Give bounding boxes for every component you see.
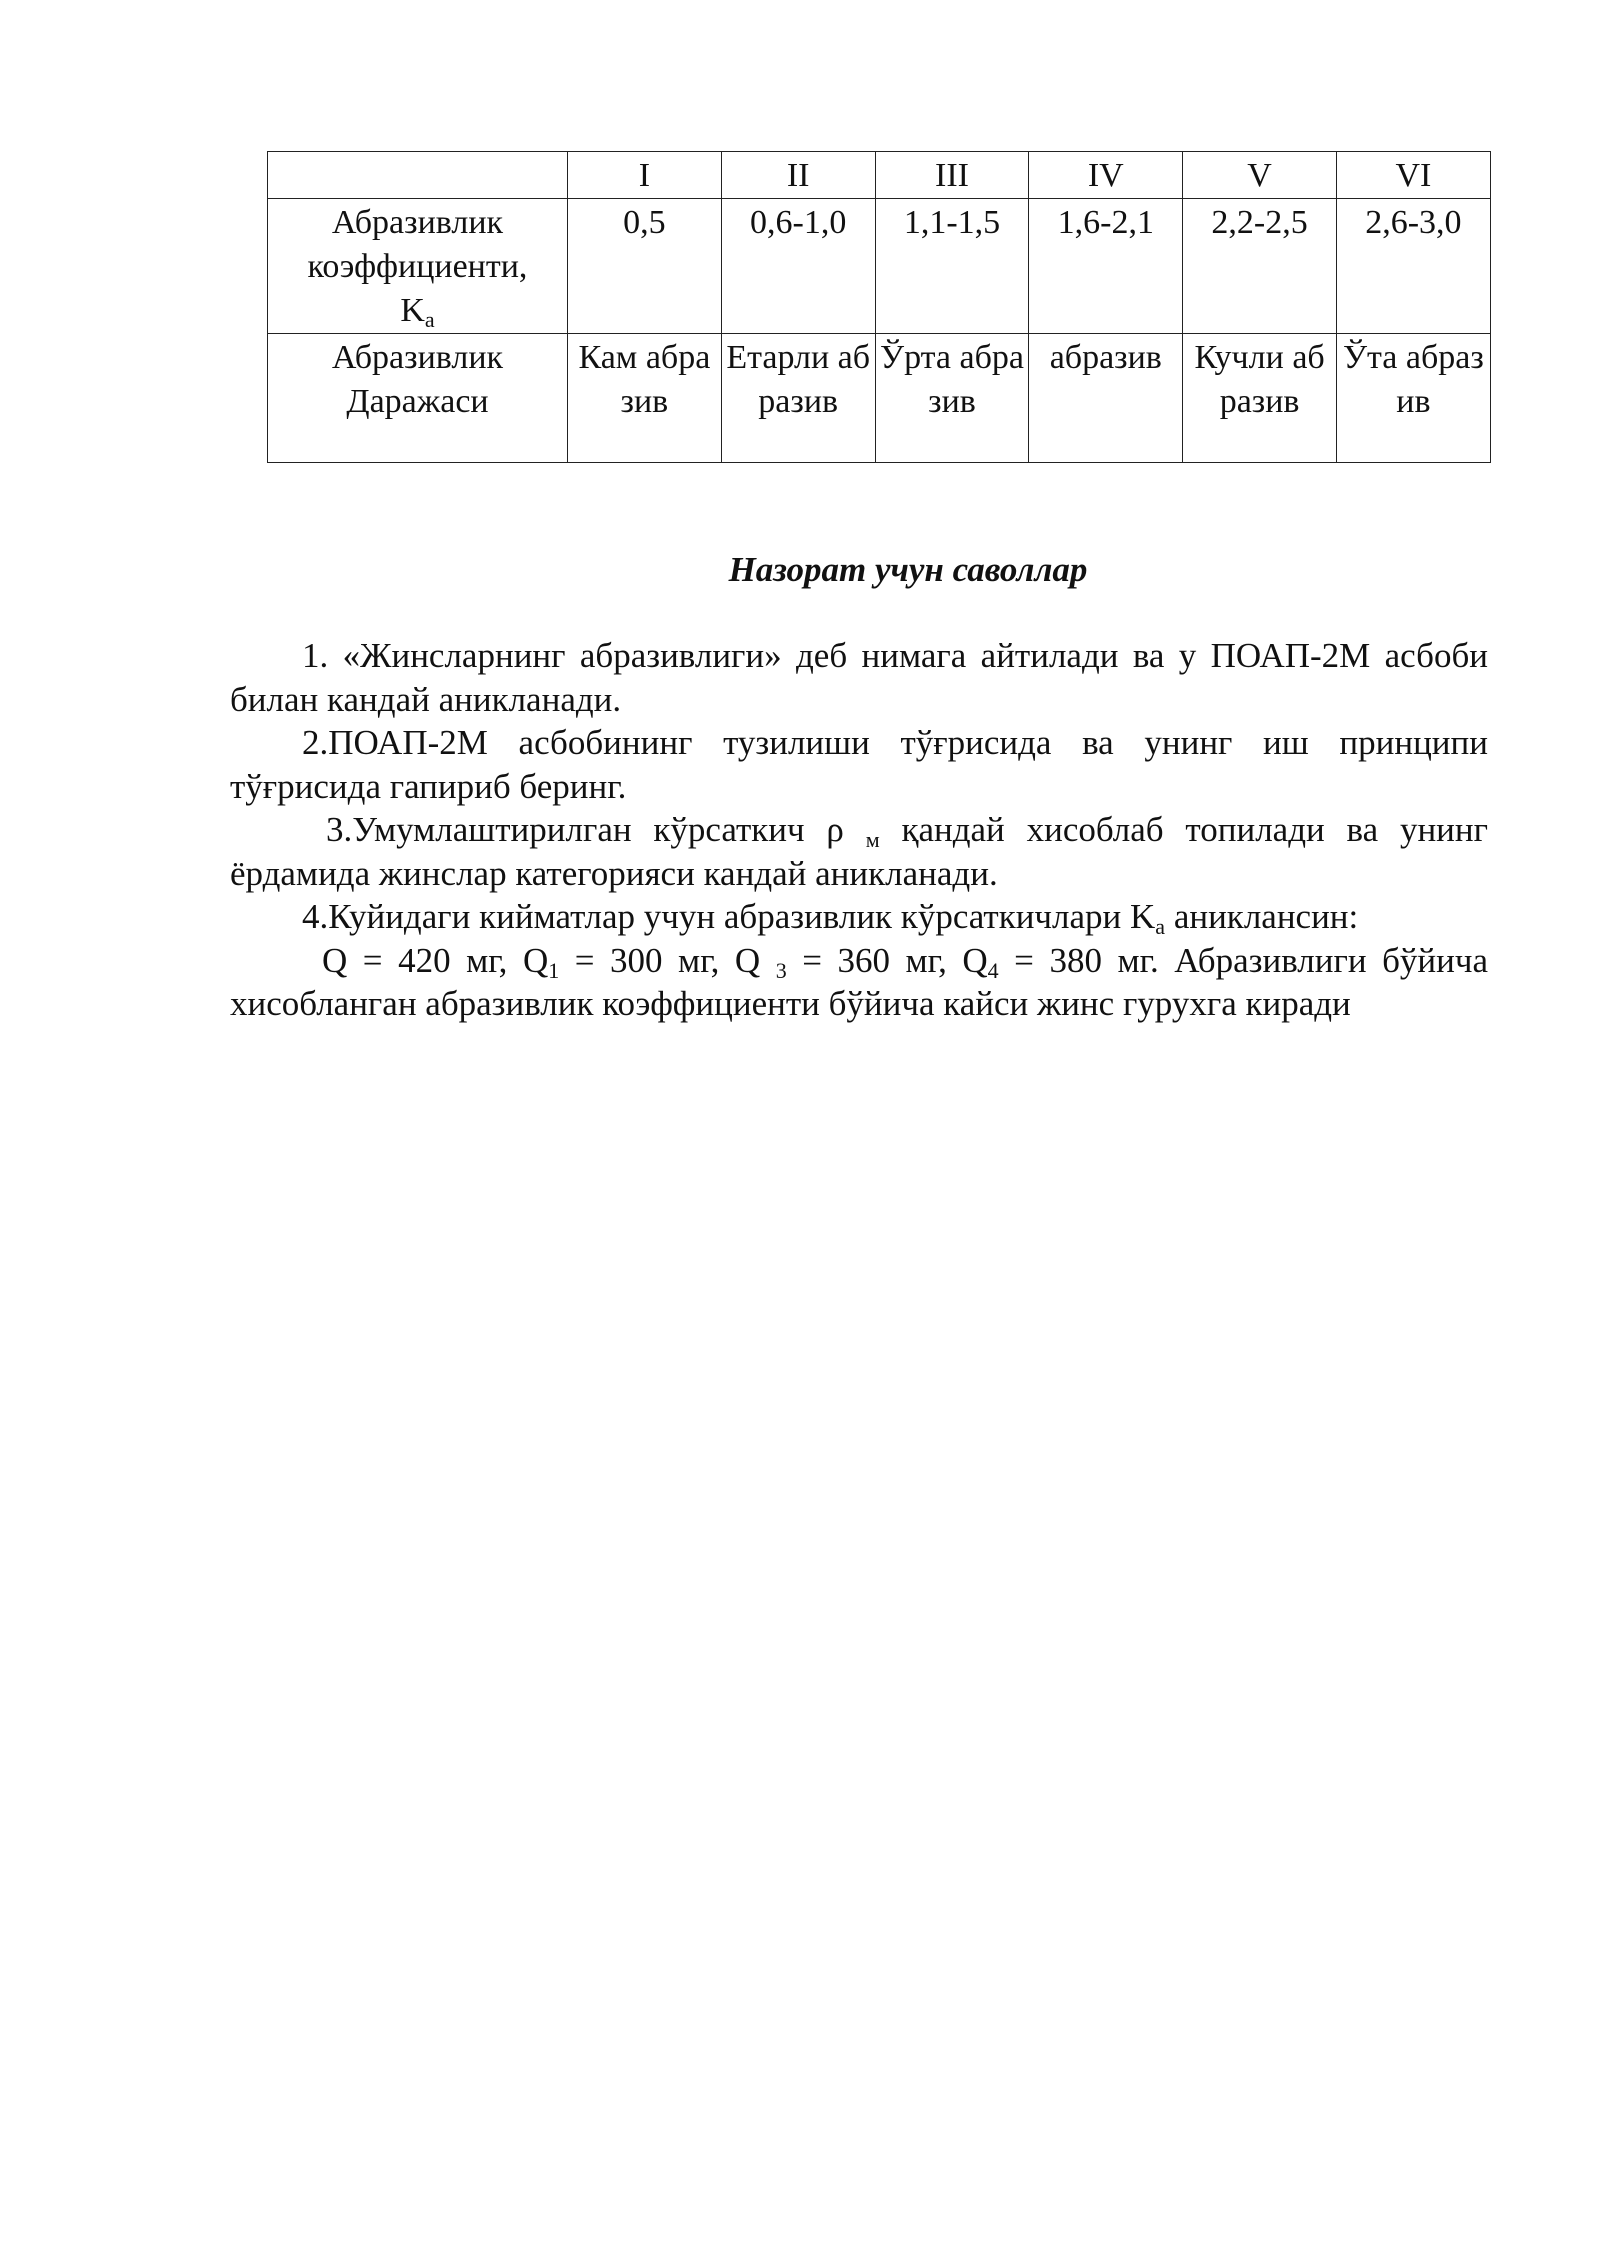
row-label-subscript: а [424,307,435,332]
question-4-text-b: аниклансин: [1165,897,1359,936]
table-header-cell: VI [1336,152,1490,199]
row-label-line: Даражаси [346,383,489,420]
table-cell: 0,5 [568,199,722,334]
abrasiveness-table [267,151,1491,463]
section-heading-text: Назорат учун саволлар [728,550,1088,589]
question-1: 1. «Жинсларнинг абразивлиги» деб нимага айтилади ва у ПОАП-2М асбоби билан кандай аникланади. [230,636,1488,719]
table-header-row [268,152,1491,199]
formula-subscript: 1 [548,957,560,983]
formula-part: = 300 мг, Q [559,940,776,980]
table-cell: Ўта абразив [1336,334,1490,463]
table-cell: 2,6-3,0 [1336,199,1490,334]
table-header-cell: IV [1029,152,1183,199]
table-cell: 1,6-2,1 [1029,199,1183,334]
table-header-cell: II [721,152,875,199]
table-cell: Кучли абразив [1183,334,1337,463]
formula-part: Q = 420 мг, Q [322,940,549,980]
row-label-symbol: K [400,292,425,329]
row-label-line: коэффициенти, [307,248,528,285]
table-cell: Ўрта абразив [875,334,1029,463]
question-2: 2.ПОАП-2М асбобининг тузилиши тўғрисида ва унинг иш принципи тўғрисида гапириб беринг. [230,723,1488,806]
question-3-subscript: м [865,827,880,852]
table-header-cell [268,152,568,199]
row-label-line: Абразивлик [331,339,504,376]
table-cell: 1,1-1,5 [875,199,1029,334]
formula-part: = 360 мг, Q [786,940,988,980]
table-cell: 0,6-1,0 [721,199,875,334]
table-header-cell: III [875,152,1029,199]
formula-part: = 380 мг. Абразивлиги бўйича хисобланган абразивлик коэффициенти бўйича кайси жинс гурухга киради [230,940,1488,1023]
question-3-text-b: қандай хисоблаб топилади ва унинг ёрдамида жинслар категорияси кандай аникланади. [230,810,1488,893]
question-4-subscript: а [1155,914,1166,939]
question-4-text-a: 4.Куйидаги кийматлар учун абразивлик кўрсаткичлари K [302,897,1156,936]
questions-list [230,634,1488,1026]
question-4-data [230,939,1488,1026]
formula-subscript: 3 [775,957,787,983]
section-heading [0,547,1600,593]
table-cell: 2,2-2,5 [1183,199,1337,334]
table-row-degree [268,334,1491,463]
formula-subscript: 4 [987,957,999,983]
table-cell: Кам абразив [568,334,722,463]
row-label-degree [268,334,568,463]
question-3-text-a: 3.Умумлаштирилган кўрсаткич ρ [326,810,844,849]
table-cell: абразив [1029,334,1183,463]
row-label-coefficient [268,199,568,334]
table-cell: Етарли абразив [721,334,875,463]
row-label-line: Абразивлик [331,204,504,241]
question-3 [230,808,1488,895]
question-4 [230,895,1488,939]
table-header-cell: V [1183,152,1337,199]
table-row-coefficient [268,199,1491,334]
table-header-cell: I [568,152,722,199]
